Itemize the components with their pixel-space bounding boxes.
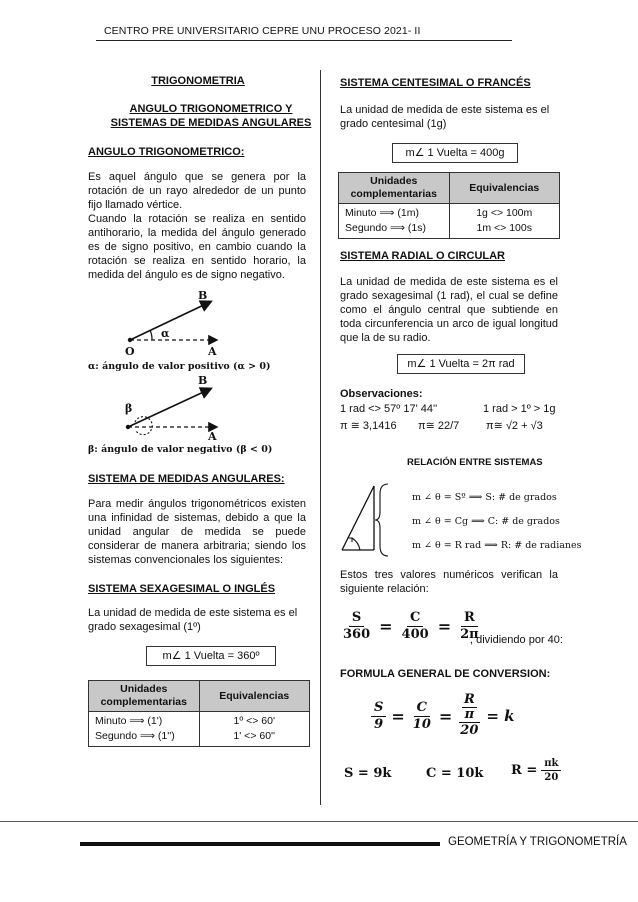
table-cell: Minuto ⟹ (1m)	[339, 204, 450, 222]
equation-s-9k: S = 9k	[344, 766, 392, 781]
paragraph-centesimal: La unidad de medida de este sistema es el grado centesimal (1g)	[340, 104, 550, 130]
denominator: 400	[401, 627, 429, 642]
observation-rad-degrees: 1 rad <> 57º 17' 44''	[340, 403, 438, 415]
relation-radial: m ∠ θ = R rad ⟹ R: # de radianes	[412, 540, 582, 551]
radial-turn-box: m∠ 1 Vuelta = 2π rad	[397, 354, 525, 374]
figure2-beta-symbol: β	[125, 402, 133, 415]
fraction-c-400	[399, 610, 432, 643]
figure1-alpha-symbol: α	[161, 327, 170, 340]
numerator: S	[349, 610, 364, 627]
page-header: CENTRO PRE UNIVERSITARIO CEPRE UNU PROCESO 2021- II	[104, 25, 421, 37]
denominator: 9	[374, 716, 384, 732]
paragraph-relation: Estos tres valores numéricos verifican la siguiente relación:	[340, 569, 558, 595]
footer-rule	[0, 821, 638, 822]
table-cell: Segundo ⟹ (1s)	[339, 221, 450, 239]
r-equals: R =	[511, 763, 538, 778]
table-cell: 1º <> 60'	[199, 712, 310, 730]
figure1-label-o: O	[125, 345, 135, 358]
fraction-r-pi-20	[457, 693, 481, 739]
relation-sexagesimal: m ∠ θ = Sº ⟹ S: # de grados	[412, 492, 557, 503]
denominator: 2π	[460, 627, 479, 642]
subtitle-line-2: SISTEMAS DE MEDIDAS ANGULARES	[110, 117, 312, 129]
section-heading-sexagesimal: SISTEMA SEXAGESIMAL O INGLÉS	[88, 583, 276, 595]
figure2-label-a: A	[208, 430, 217, 443]
fraction-c-10	[410, 700, 434, 733]
formula-heading: FORMULA GENERAL DE CONVERSION:	[340, 668, 551, 680]
equation-c-10k: C = 10k	[426, 766, 484, 781]
equals-sign: =	[437, 617, 452, 636]
sexagesimal-turn-box: m∠ 1 Vuelta = 360º	[146, 646, 276, 666]
fraction-s-360	[340, 610, 373, 643]
centesimal-table	[338, 172, 560, 239]
numerator: C	[407, 610, 423, 627]
column-separator	[320, 70, 321, 805]
relation-heading: RELACIÓN ENTRE SISTEMAS	[407, 457, 543, 468]
inner-numerator: R	[463, 692, 475, 707]
figure2-caption: β: ángulo de valor negativo (β < 0)	[88, 444, 273, 455]
equation-r-pik-20	[511, 757, 561, 784]
observation-pi-decimal: π ≅ 3,1416	[340, 420, 397, 432]
section-heading-radial: SISTEMA RADIAL O CIRCULAR	[340, 250, 505, 262]
table-cell: 1m <> 100s	[449, 221, 560, 239]
denominator: 20	[544, 772, 559, 783]
observations-heading: Observaciones:	[340, 388, 423, 400]
observation-pi-fraction: π≅ 22/7	[418, 420, 460, 432]
observation-pi-roots: π≅ √2 + √3	[486, 420, 543, 432]
header-rule	[96, 40, 512, 41]
section-heading-centesimal: SISTEMA CENTESIMAL O FRANCÉS	[340, 77, 531, 89]
table-cell: 1' <> 60''	[199, 729, 310, 747]
fraction-s-9	[371, 700, 386, 733]
numerator: C	[414, 700, 430, 717]
observation-rad-compare: 1 rad > 1º > 1g	[483, 403, 556, 415]
equation-relation	[340, 610, 482, 643]
table-header-equivalences: Equivalencias	[449, 173, 560, 204]
centesimal-turn-box: m∠ 1 Vuelta = 400g	[392, 143, 518, 163]
main-title: TRIGONOMETRIA	[151, 75, 245, 87]
section-heading-sistemas: SISTEMA DE MEDIDAS ANGULARES:	[88, 473, 285, 485]
denominator: 360	[343, 627, 371, 642]
figure2-label-b: B	[198, 374, 208, 387]
denominator: 20	[460, 723, 479, 738]
numerator: R	[461, 610, 478, 627]
equation-general-conversion	[371, 693, 515, 739]
numerator	[459, 693, 480, 723]
paragraph-sistemas: Para medir ángulos trigonométricos existen una infinidad de sistemas, debido a que la unidad angular de medida se puede considerar de manera arbitraria; siendo los sistemas convencionales los siguientes:	[88, 498, 306, 566]
relation-centesimal: m ∠ θ = Cg ⟹ C: # de grados	[412, 516, 560, 527]
paragraph-radial: La unidad de medida de este sistema es el grado sexagesimal (1 rad), el cual se define como el ángulo central que subtiende en toda circunferencia un arco de igual longitud que la de su radio.	[340, 276, 558, 344]
equals-sign: =	[391, 706, 405, 726]
equals-sign: =	[438, 706, 453, 726]
table-cell: 1g <> 100m	[449, 204, 560, 222]
footer-bar	[80, 842, 440, 846]
equals-k: = k	[486, 707, 515, 725]
figure1-label-b: B	[198, 289, 208, 302]
footer-subject: GEOMETRÍA Y TRIGONOMETRÍA	[448, 836, 627, 848]
table-header-units: Unidades complementarias	[339, 173, 450, 204]
figure1-caption: α: ángulo de valor positivo (α > 0)	[88, 361, 271, 372]
subtitle-line-1: ANGULO TRIGONOMETRICO Y	[129, 103, 293, 115]
section-heading-angulo: ANGULO TRIGONOMETRICO:	[88, 146, 245, 158]
table-header-units: Unidades complementarias	[89, 681, 200, 712]
denominator: 10	[412, 716, 431, 732]
table-cell: Minuto ⟹ (1')	[89, 712, 200, 730]
sexagesimal-table	[88, 680, 310, 747]
figure1-label-a: A	[208, 345, 217, 358]
equation-note: , dividiendo por 40:	[470, 634, 563, 646]
numerator: πk	[541, 757, 561, 771]
fraction-pik-20	[541, 757, 561, 784]
paragraph-sexagesimal: La unidad de medida de este sistema es el grado sexagesimal (1º)	[88, 607, 298, 633]
table-cell: Segundo ⟹ (1'')	[89, 729, 200, 747]
paragraph-definition: Es aquel ángulo que se genera por la rotación de un rayo alrededor de un punto fijo llamado vértice.	[88, 171, 306, 211]
equals-sign: =	[379, 617, 393, 636]
table-header-equivalences: Equivalencias	[199, 681, 310, 712]
numerator: S	[371, 700, 386, 717]
relation-triangle-figure	[338, 480, 394, 560]
inner-denominator: π	[464, 707, 475, 722]
paragraph-rotation: Cuando la rotación se realiza en sentido antihorario, la medida del ángulo generado es de signo positivo, en cambio cuando la rotación se realiza en sentido horario, la medida del ángulo es de signo negativo.	[88, 213, 306, 281]
